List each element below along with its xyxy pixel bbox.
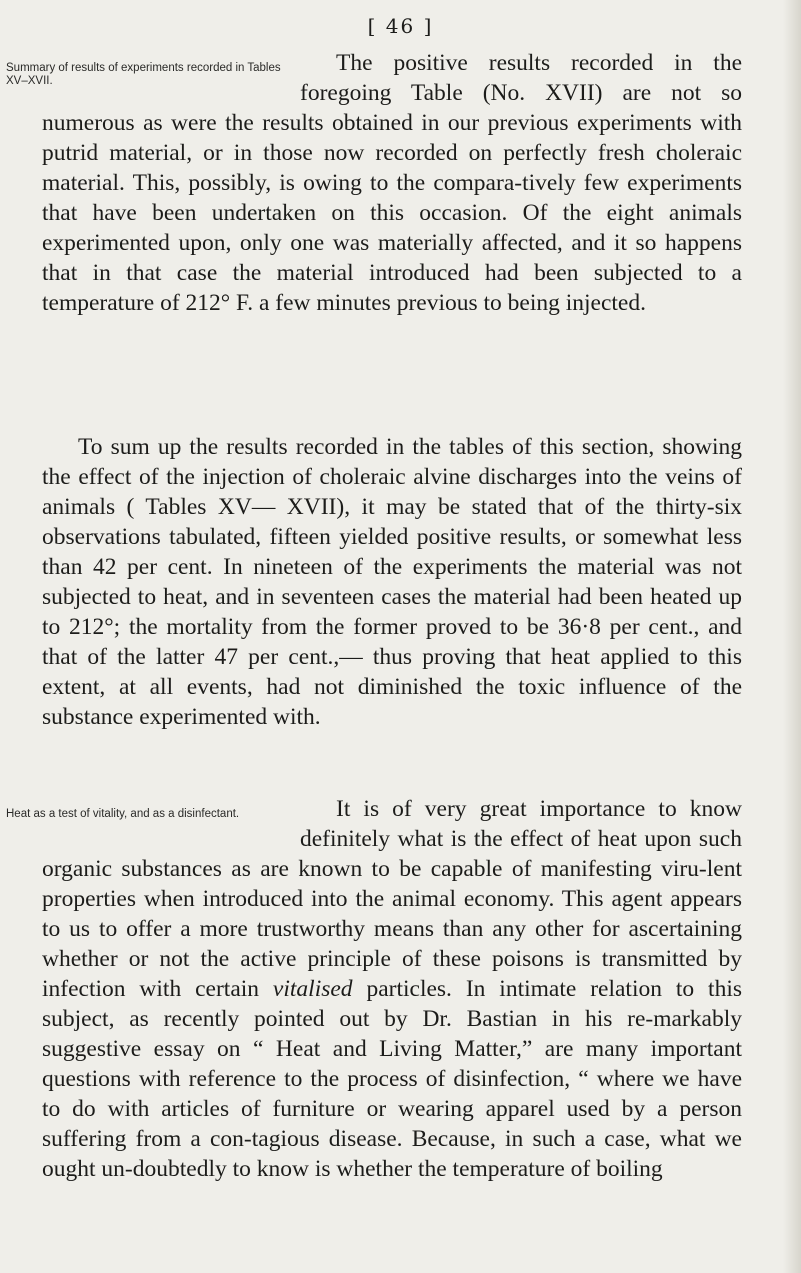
page-edge-shadow xyxy=(783,0,801,1273)
paragraph-summary xyxy=(6,48,742,318)
paragraph-text: To sum up the results recorded in the tables of this section, showing the effect of the injection of choleraic alvine discharges into the veins of animals ( Tables XV— XVII), it may be stated that of the thirty-six observations tabulated, fifteen yielded positive results, or somewhat less than 42 per cent. In nineteen of the experiments the material was not subjected to heat, and in seventeen cases the material had been heated up to 212°; the mortality from the former proved to be 36·8 per cent., and that of the latter 47 per cent.,— thus proving that heat applied to this extent, at all events, had not diminished the toxic influence of the substance experimented with. xyxy=(42,434,742,730)
page-number: [ 46 ] xyxy=(367,14,434,38)
paragraph-text-after: particles. In intimate relation to this subject, as recently pointed out by Dr. Bastian in his re-markably suggestive essay on “ Heat and Living Matter,” are many important questions with reference to the process of disinfection, “ where we have to do with articles of furniture or wearing apparel used by a person suffering from a con-tagious disease. Because, in such a case, what we ought un-doubtedly to know is whether the temperature of boiling xyxy=(42,976,742,1182)
side-note-summary: Summary of results of experiments recorded in Tables XV–XVII. xyxy=(6,62,281,87)
paragraph-text-before: It is of very great importance to know definitely what is the effect of heat upon such organic substances as are known to be capable of manifesting viru-lent properties when introduced into the animal economy. This agent appears to us to offer a more trustworthy means than any other for ascertaining whether or not the active principle of these poisons is transmitted by infection with certain xyxy=(42,796,742,1002)
paragraph-sum-up xyxy=(42,432,742,732)
side-note-heat: Heat as a test of vitality, and as a disinfectant. xyxy=(6,808,240,820)
emphasis-vitalised: vitalised xyxy=(272,976,353,1002)
paragraph-heat xyxy=(6,794,742,1184)
paragraph-text: The positive results recorded in the foregoing Table (No. XVII) are not so numerous as were the results obtained in our previous experiments with putrid material, or in those now recorded on perfectly fresh choleraic material. This, possibly, is owing to the compara-tively few experiments that have been undertaken on this occasion. Of the eight animals experimented upon, only one was materially affected, and it so happens that in that case the material introduced had been subjected to a temperature of 212° F. a few minutes previous to being injected. xyxy=(42,50,742,316)
